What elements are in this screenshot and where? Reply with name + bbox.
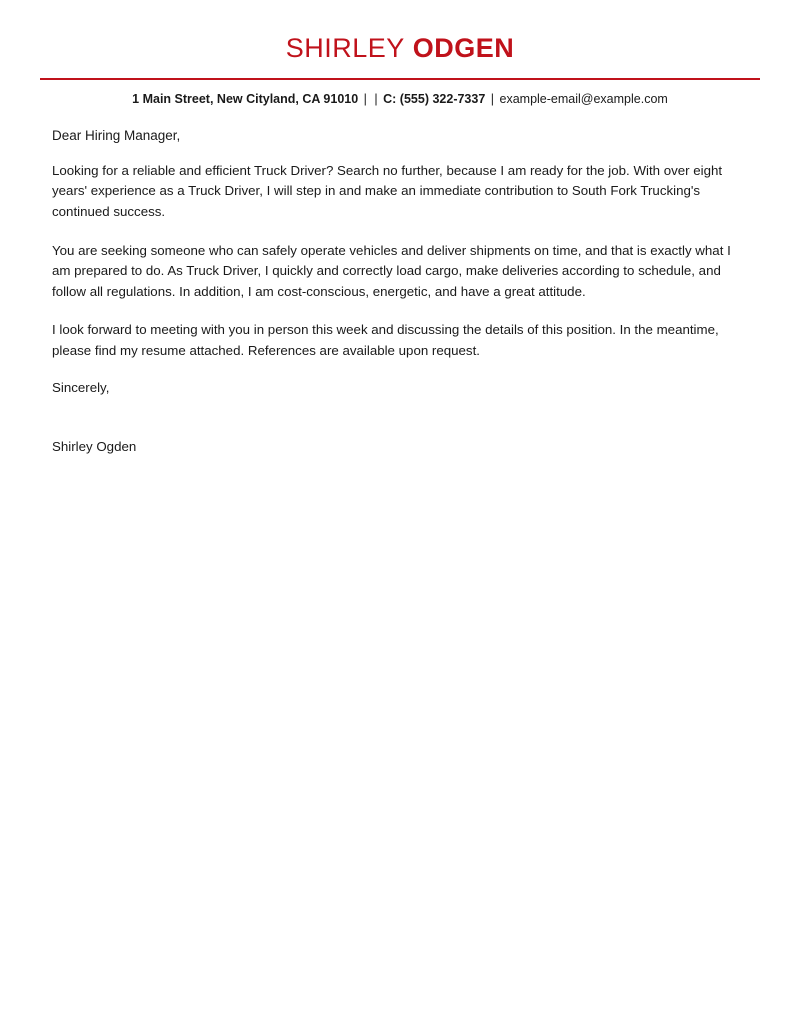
contact-line xyxy=(0,92,800,106)
contact-phone: C: (555) 322-7337 xyxy=(383,91,486,106)
letter-paragraph-1: Looking for a reliable and efficient Truck Driver? Search no further, because I am ready for the job. With over eight years' experience as a Truck Driver, I will step in and make an immediate contribution to South Fork Trucking's continued success. xyxy=(52,162,723,219)
contact-address: 1 Main Street, New Cityland, CA 91010 xyxy=(132,91,359,106)
contact-separator-1: | xyxy=(363,91,367,106)
letter-paragraph-3: I look forward to meeting with you in person this week and discussing the details of this position. In the meantime, please find my resume attached. References are available upon request. xyxy=(52,322,719,358)
contact-separator-3: | xyxy=(490,91,495,106)
applicant-last-name: ODGEN xyxy=(412,33,515,63)
letter-closing: Sincerely, xyxy=(52,379,110,395)
letter-signature: Shirley Ogden xyxy=(52,438,137,454)
applicant-name xyxy=(0,34,800,64)
letter-paragraph-2: You are seeking someone who can safely operate vehicles and deliver shipments on time, and that is exactly what I am prepared to do. As Truck Driver, I quickly and correctly load cargo, make deliveries according to schedule, and follow all regulations. In addition, I am cost-conscious, energetic, and have a great attitude. xyxy=(52,242,731,299)
applicant-first-name: SHIRLEY xyxy=(285,33,405,63)
letter-body xyxy=(52,106,748,454)
header-divider xyxy=(40,78,760,80)
letter-salutation: Dear Hiring Manager, xyxy=(52,127,181,143)
letter-header xyxy=(0,0,800,106)
contact-separator-2: | xyxy=(374,91,378,106)
contact-email: example-email@example.com xyxy=(499,91,668,106)
